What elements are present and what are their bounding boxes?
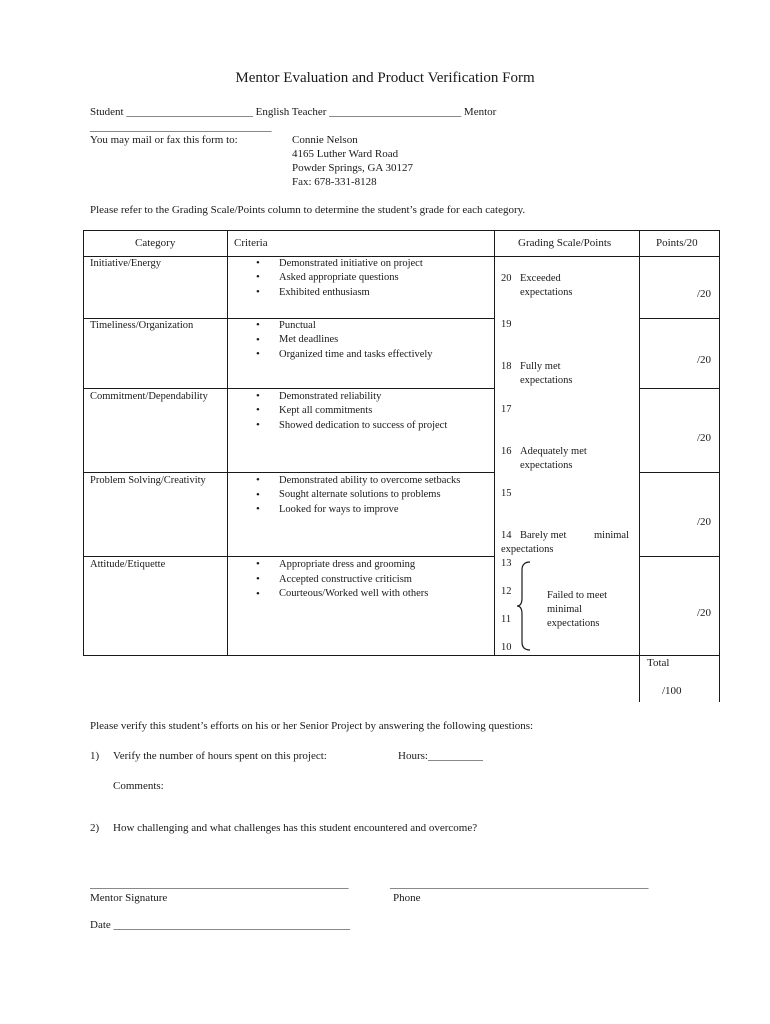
scale-11: 11: [501, 614, 512, 625]
form-title: Mentor Evaluation and Product Verification Form: [235, 70, 535, 86]
points-cell[interactable]: /20: [697, 607, 712, 619]
bullet-icon: •: [256, 489, 260, 501]
scale-14-label-2: expectations: [501, 544, 554, 555]
criteria-item: Kept all commitments: [279, 405, 373, 416]
scale-19: 19: [501, 319, 512, 330]
mentor-signature-label: Mentor Signature: [90, 892, 168, 904]
bullet-icon: •: [256, 286, 260, 298]
hours-field[interactable]: Hours:__________: [398, 750, 483, 762]
brace-icon: [516, 560, 536, 652]
scale-20: 20: [501, 273, 512, 284]
failed-label-1: Failed to meet: [547, 590, 608, 601]
scale-14-label: Barely met: [520, 530, 567, 541]
points-cell[interactable]: /20: [697, 516, 712, 528]
mail-label: You may mail or fax this form to:: [90, 134, 238, 146]
scale-12: 12: [501, 586, 512, 597]
mentor-signature-line[interactable]: _______________________________________________: [90, 878, 349, 890]
criteria-item: Courteous/Worked well with others: [279, 588, 429, 599]
category-cell: Problem Solving/Creativity: [90, 475, 206, 486]
bullet-icon: •: [256, 257, 260, 269]
phone-line[interactable]: _______________________________________________: [390, 878, 649, 890]
criteria-item: Met deadlines: [279, 334, 339, 345]
phone-label: Phone: [393, 892, 421, 904]
criteria-item: Sought alternate solutions to problems: [279, 489, 441, 500]
address-fax: Fax: 678-331-8128: [292, 176, 377, 188]
scale-16: 16: [501, 446, 512, 457]
criteria-item: Looked for ways to improve: [279, 504, 399, 515]
total-label: Total: [647, 657, 670, 669]
address-city: Powder Springs, GA 30127: [292, 162, 414, 174]
question-1-text: Verify the number of hours spent on this project:: [113, 750, 327, 762]
criteria-item: Exhibited enthusiasm: [279, 287, 370, 298]
question-1-number: 1): [90, 750, 100, 762]
question-2-text: How challenging and what challenges has this student encountered and overcome?: [113, 822, 478, 834]
header-criteria: Criteria: [234, 237, 268, 249]
scale-14: 14: [501, 530, 512, 541]
criteria-item: Appropriate dress and grooming: [279, 559, 416, 570]
mentor-name-line[interactable]: _________________________________: [90, 121, 272, 133]
scale-10: 10: [501, 642, 512, 653]
criteria-item: Asked appropriate questions: [279, 272, 399, 283]
verify-intro: Please verify this student’s efforts on his or her Senior Project by answering the following questions:: [90, 720, 534, 732]
criteria-item: Punctual: [279, 320, 316, 331]
failed-label-3: expectations: [547, 618, 600, 629]
scale-16-label: Adequately met: [520, 446, 587, 457]
category-cell: Attitude/Etiquette: [90, 559, 166, 570]
category-cell: Commitment/Dependability: [90, 391, 208, 402]
scale-20-label-2: expectations: [520, 287, 573, 298]
scale-18-label: Fully met: [520, 361, 561, 372]
criteria-item: Demonstrated initiative on project: [279, 258, 423, 269]
category-cell: Timeliness/Organization: [90, 320, 194, 331]
bullet-icon: •: [256, 503, 260, 515]
scale-18: 18: [501, 361, 512, 372]
bullet-icon: •: [256, 558, 260, 570]
question-2-number: 2): [90, 822, 100, 834]
bullet-icon: •: [256, 404, 260, 416]
scale-14-label-b: minimal: [594, 530, 629, 541]
header-grading-scale: Grading Scale/Points: [518, 237, 612, 249]
points-cell[interactable]: /20: [697, 432, 712, 444]
date-line[interactable]: Date ___________________________________________: [90, 919, 351, 931]
bullet-icon: •: [256, 588, 260, 600]
address-name: Connie Nelson: [292, 134, 358, 146]
category-cell: Initiative/Energy: [90, 258, 161, 269]
criteria-item: Showed dedication to success of project: [279, 420, 448, 431]
scale-20-label: Exceeded: [520, 273, 561, 284]
comments-label[interactable]: Comments:: [113, 780, 164, 792]
scale-15: 15: [501, 488, 512, 499]
scale-17: 17: [501, 404, 512, 415]
bullet-icon: •: [256, 334, 260, 346]
student-teacher-mentor-line[interactable]: Student _______________________ English Teacher ________________________ Mentor: [90, 106, 497, 118]
failed-label-2: minimal: [547, 604, 582, 615]
total-value[interactable]: /100: [662, 685, 682, 697]
criteria-item: Demonstrated reliability: [279, 391, 382, 402]
instruction-text: Please refer to the Grading Scale/Points column to determine the student’s grade for each category.: [90, 204, 526, 216]
header-points: Points/20: [656, 237, 698, 249]
criteria-item: Demonstrated ability to overcome setbacks: [279, 475, 461, 486]
bullet-icon: •: [256, 573, 260, 585]
bullet-icon: •: [256, 474, 260, 486]
scale-13: 13: [501, 558, 512, 569]
points-cell[interactable]: /20: [697, 288, 712, 300]
address-street: 4165 Luther Ward Road: [292, 148, 399, 160]
bullet-icon: •: [256, 419, 260, 431]
scale-16-label-2: expectations: [520, 460, 573, 471]
criteria-item: Accepted constructive criticism: [279, 574, 412, 585]
header-category: Category: [135, 237, 176, 249]
bullet-icon: •: [256, 390, 260, 402]
points-cell[interactable]: /20: [697, 354, 712, 366]
bullet-icon: •: [256, 348, 260, 360]
bullet-icon: •: [256, 319, 260, 331]
bullet-icon: •: [256, 271, 260, 283]
scale-18-label-2: expectations: [520, 375, 573, 386]
criteria-item: Organized time and tasks effectively: [279, 349, 433, 360]
